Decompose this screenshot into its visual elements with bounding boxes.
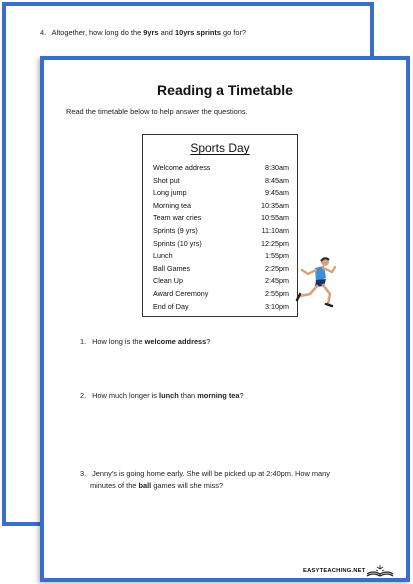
timetable-rows [153, 162, 289, 313]
timetable-row [153, 187, 289, 200]
timetable-time: 10:55am [261, 213, 289, 223]
question-text: How much longer is [92, 391, 160, 400]
question-text: ? [206, 337, 211, 346]
runner-icon [288, 256, 336, 312]
easyteaching-logo [303, 564, 395, 578]
page-title: Reading a Timetable [157, 82, 293, 98]
timetable-time: 2:25pm [265, 263, 289, 273]
intro-text: Read the timetable below to help answer the questions. [66, 107, 248, 116]
timetable-row [153, 288, 289, 301]
timetable-time: 2:55pm [265, 288, 289, 298]
question-1 [80, 336, 210, 348]
timetable-row [153, 238, 289, 251]
timetable-event: Team war cries [153, 213, 202, 223]
timetable-event: End of Day [153, 301, 189, 311]
timetable-event: Long jump [153, 188, 187, 198]
question-bold-text: 10yrs sprints [174, 28, 221, 37]
timetable-time: 1:55pm [265, 251, 289, 261]
timetable-time: 2:45pm [265, 276, 289, 286]
timetable-title-text: Sports Day [190, 141, 250, 155]
question-number: 2. [80, 391, 87, 400]
timetable [142, 134, 298, 317]
timetable-row [153, 200, 289, 213]
timetable-time: 12:25pm [261, 238, 289, 248]
timetable-event: Shot put [153, 175, 180, 185]
timetable-time: 9:45am [265, 188, 289, 198]
logo-text: EASYTEACHING.NET [303, 568, 366, 574]
question-bold-text: morning tea [197, 391, 240, 400]
question-text: How long is the [92, 337, 145, 346]
timetable-row [153, 250, 289, 263]
question-number: 3. [80, 469, 87, 478]
timetable-row [153, 263, 289, 276]
question-text: go for? [220, 28, 247, 37]
timetable-event: Award Ceremony [153, 288, 209, 298]
timetable-row [153, 212, 289, 225]
timetable-row [153, 301, 289, 314]
question-bold-text: lunch [159, 391, 179, 400]
question-bold-text: ball [138, 481, 152, 490]
question-2 [80, 390, 244, 402]
timetable-event: Morning tea [153, 200, 191, 210]
question-text: than [178, 391, 198, 400]
timetable-time: 3:10pm [265, 301, 289, 311]
question-bold-text: welcome address [144, 337, 207, 346]
timetable-time: 8:45am [265, 175, 289, 185]
question-text: Jenny's is going home early. She will be picked up at 2:40pm. How many [92, 469, 330, 478]
question-text: minutes of the [90, 481, 139, 490]
timetable-time: 8:30am [265, 163, 289, 172]
timetable-row [153, 275, 289, 288]
timetable-event: Lunch [153, 251, 173, 261]
question-bold-text: 9yrs [143, 28, 159, 37]
question-number: 1. [80, 337, 87, 346]
timetable-event: Welcome address [153, 163, 211, 172]
question-3 [80, 468, 330, 492]
timetable-event: Sprints (10 yrs) [153, 238, 202, 248]
timetable-time: 11:10am [261, 225, 289, 235]
timetable-event: Ball Games [153, 263, 191, 273]
question-text: games will she miss? [151, 481, 224, 490]
timetable-row [153, 175, 289, 188]
question-text: and [158, 28, 175, 37]
timetable-time: 10:35am [261, 200, 289, 210]
timetable-row [153, 225, 289, 238]
worksheet-front-page [40, 56, 410, 582]
book-icon [365, 564, 395, 578]
question-number: 4. [40, 28, 47, 37]
question-4 [40, 28, 246, 37]
question-text: Altogether, how long do the [51, 28, 144, 37]
timetable-event: Sprints (9 yrs) [153, 225, 198, 235]
question-text: ? [239, 391, 244, 400]
timetable-title [143, 141, 297, 155]
timetable-row [153, 162, 289, 175]
timetable-event: Clean Up [153, 276, 183, 286]
